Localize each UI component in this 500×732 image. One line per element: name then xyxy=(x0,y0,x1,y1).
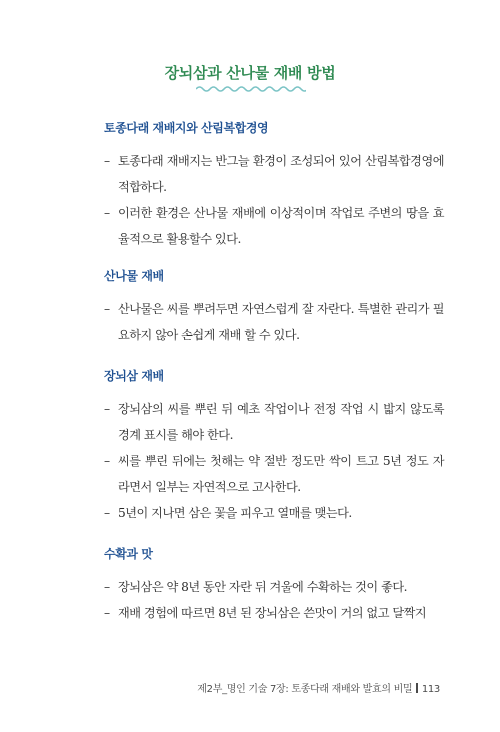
bullet-text: 토종다래 재배지는 반그늘 환경이 조성되어 있어 산림복합경영에 적합하다. xyxy=(118,154,444,194)
dash-icon: – xyxy=(104,206,110,220)
dash-icon: – xyxy=(104,402,110,416)
bullet-text: 재배 경험에 따르면 8년 된 장뇌삼은 쓴맛이 거의 없고 달짝지 xyxy=(118,606,427,620)
section-heading: 토종다래 재배지와 산림복합경영 xyxy=(104,121,269,135)
section-heading: 산나물 재배 xyxy=(104,269,164,283)
bullet-text: 5년이 지나면 삼은 꽃을 피우고 열매를 맺는다. xyxy=(118,506,352,520)
bullet-item xyxy=(104,296,444,348)
bullet-item xyxy=(104,148,444,200)
dash-icon: – xyxy=(104,454,110,468)
page-title: 장뇌삼과 산나물 재배 방법 xyxy=(164,64,336,82)
section-heading: 장뇌삼 재배 xyxy=(104,369,164,383)
footer-chapter: 제2부_명인 기술 7장: 토종다래 재배와 발효의 비밀 xyxy=(197,684,413,695)
section-mountain-ginseng xyxy=(104,368,444,526)
bullet-text: 장뇌삼은 약 8년 동안 자란 뒤 겨울에 수확하는 것이 좋다. xyxy=(118,580,408,594)
bullet-item xyxy=(104,500,444,526)
title-wave-underline-icon xyxy=(196,84,306,94)
bullet-text: 씨를 뿌린 뒤에는 첫해는 약 절반 정도만 싹이 트고 5년 정도 자라면서 일부는 자연적으로 고사한다. xyxy=(118,454,444,494)
section-wild-vegetables xyxy=(104,268,444,348)
page-footer xyxy=(197,680,440,695)
bullet-text: 산나물은 씨를 뿌려두면 자연스럽게 잘 자란다. 특별한 관리가 필요하지 않아 손쉽게 재배 할 수 있다. xyxy=(118,302,444,342)
page-number: 113 xyxy=(421,684,440,695)
bullet-item xyxy=(104,396,444,448)
footer-separator xyxy=(416,683,418,693)
section-heading: 수확과 맛 xyxy=(104,547,153,561)
bullet-item xyxy=(104,574,444,600)
bullet-item xyxy=(104,600,444,626)
bullet-item xyxy=(104,200,444,252)
section-native-kiwi xyxy=(104,120,444,252)
dash-icon: – xyxy=(104,606,110,620)
section-harvest-taste xyxy=(104,546,444,626)
dash-icon: – xyxy=(104,302,110,316)
bullet-item xyxy=(104,448,444,500)
bullet-text: 이러한 환경은 산나물 재배에 이상적이며 작업로 주변의 땅을 효율적으로 활용할수 있다. xyxy=(118,206,444,246)
bullet-text: 장뇌삼의 씨를 뿌린 뒤 예초 작업이나 전정 작업 시 밟지 않도록 경계 표시를 해야 한다. xyxy=(118,402,444,442)
dash-icon: – xyxy=(104,580,110,594)
dash-icon: – xyxy=(104,154,110,168)
dash-icon: – xyxy=(104,506,110,520)
